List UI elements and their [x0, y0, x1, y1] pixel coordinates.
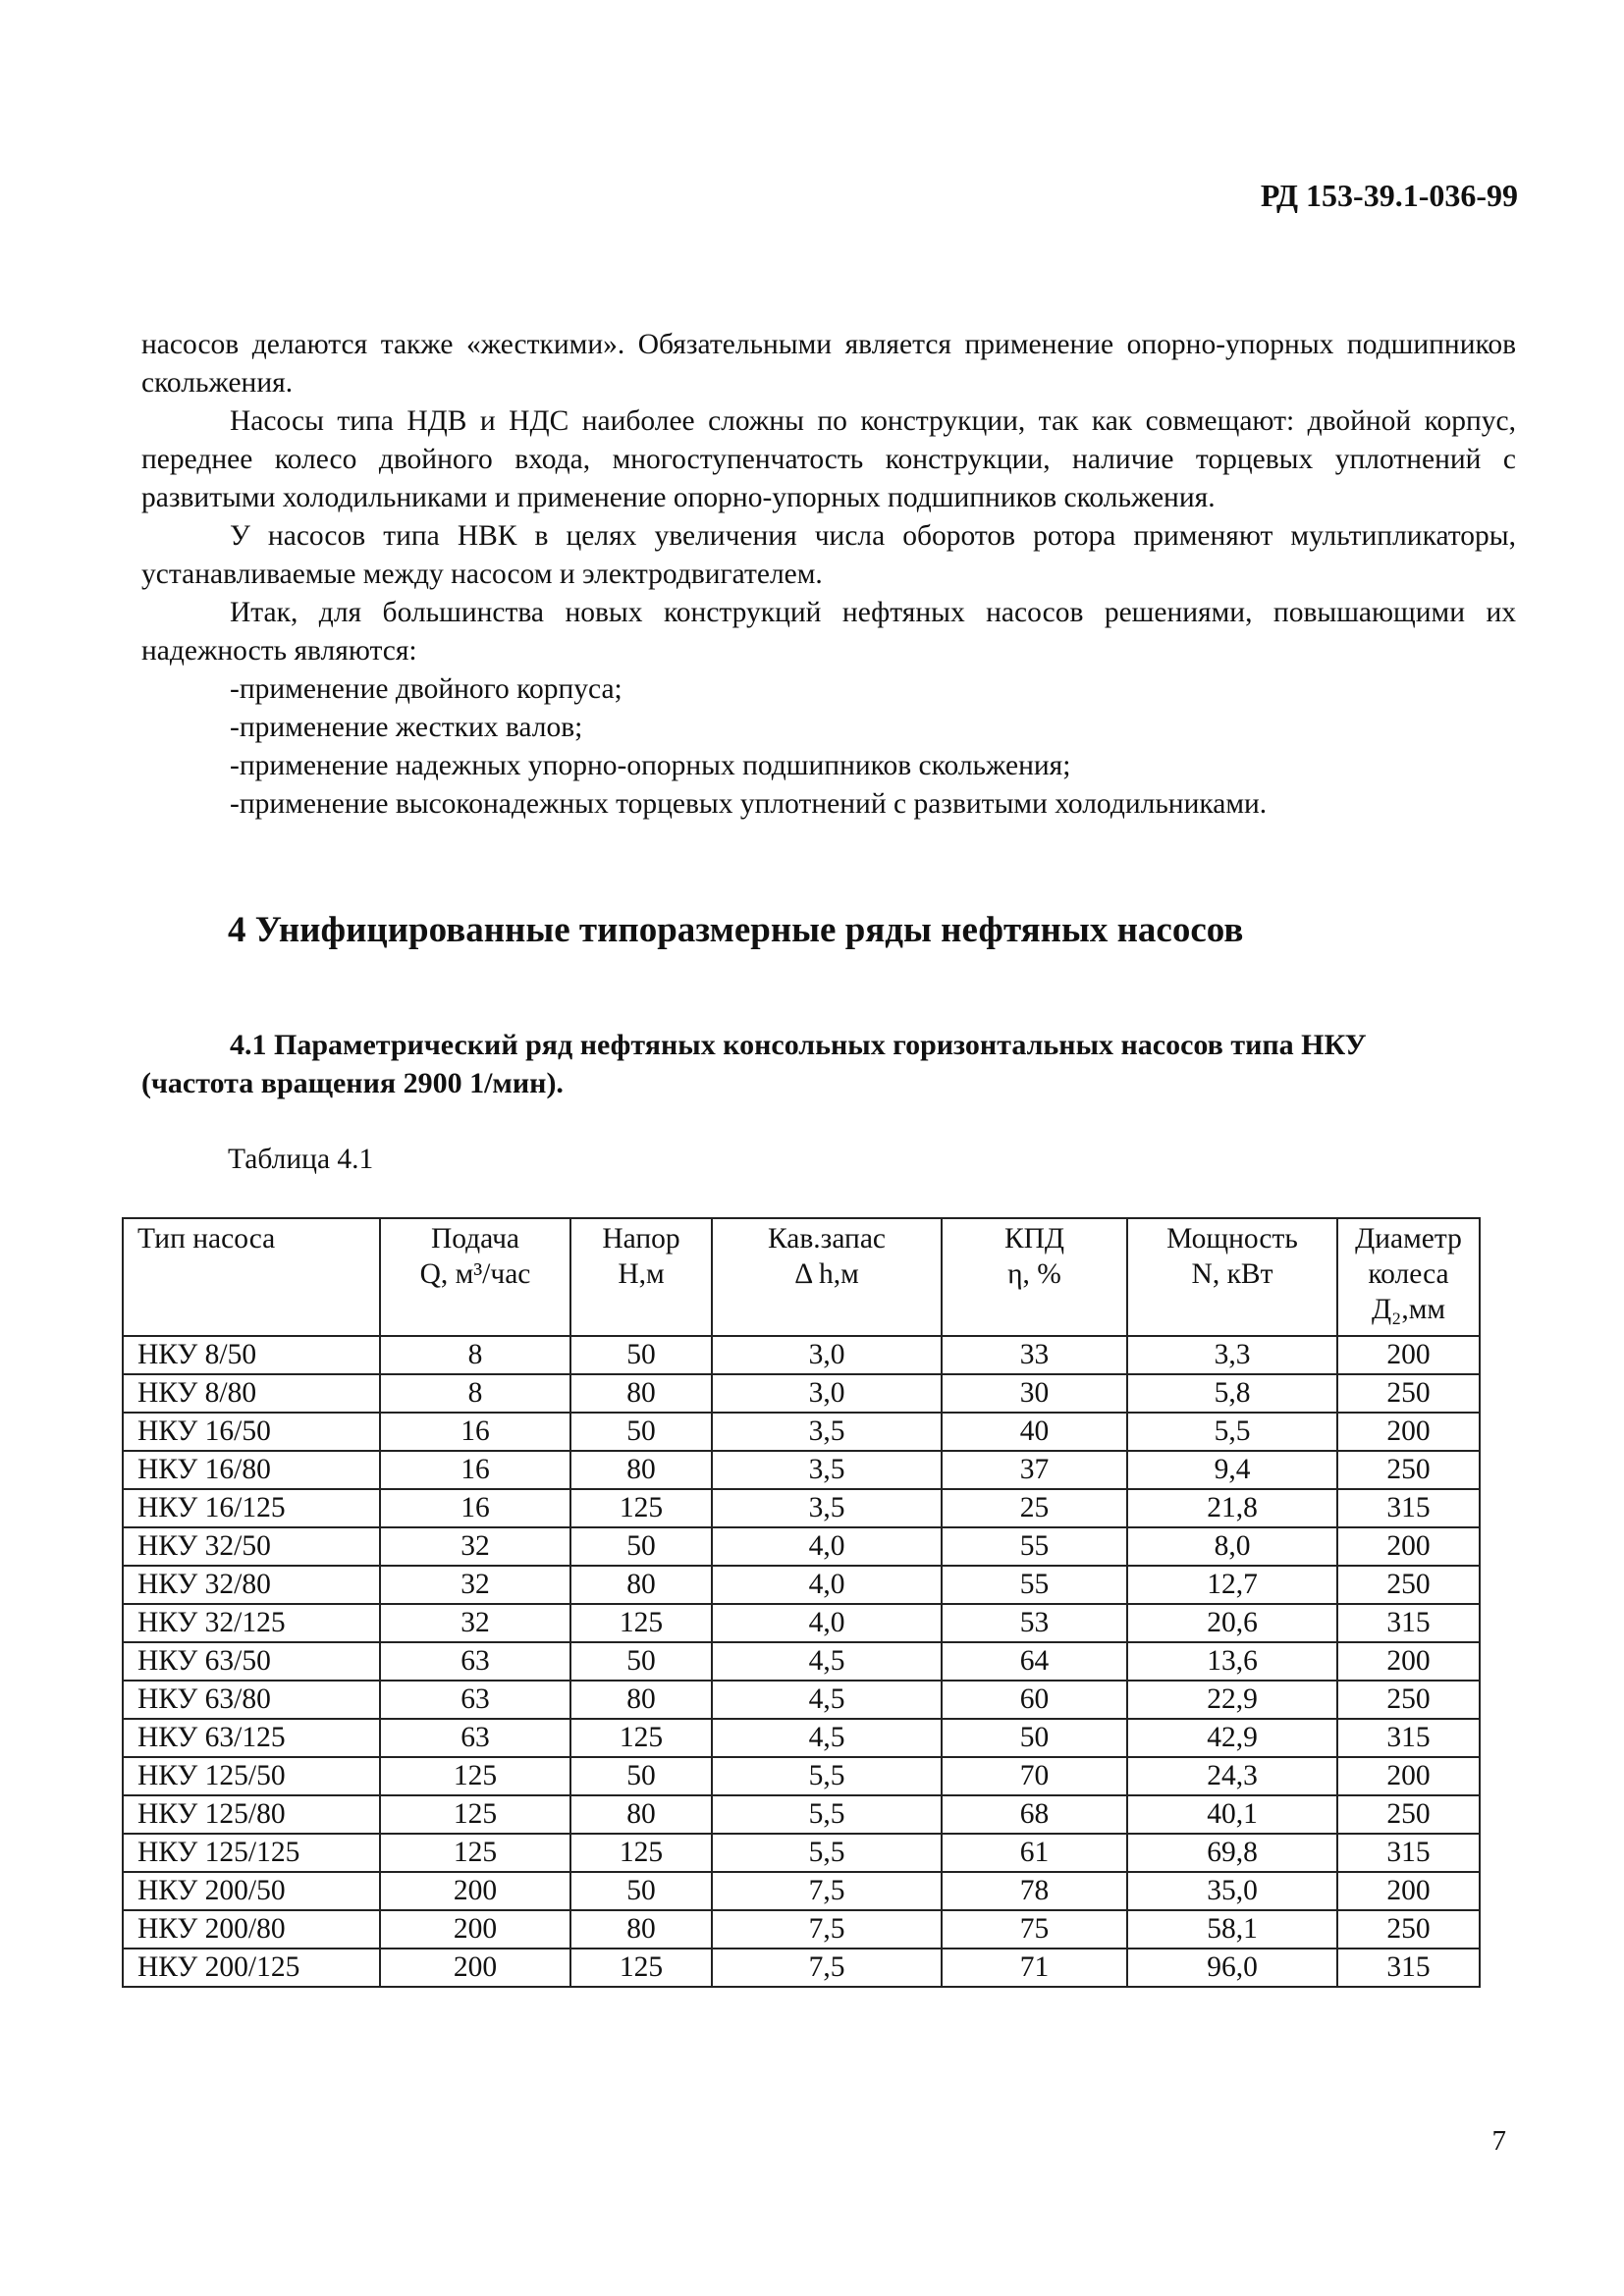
table-row — [123, 1642, 1480, 1681]
cell-pump-type: НКУ 8/50 — [123, 1336, 380, 1374]
cell-flow: 63 — [380, 1642, 570, 1681]
cell-head: 125 — [570, 1604, 712, 1642]
cell-power: 42,9 — [1127, 1719, 1337, 1757]
cell-efficiency: 25 — [942, 1489, 1127, 1527]
cell-diameter: 200 — [1337, 1872, 1480, 1910]
cell-efficiency: 55 — [942, 1566, 1127, 1604]
cell-flow: 200 — [380, 1949, 570, 1987]
subsection-heading — [141, 1026, 1516, 1102]
table-row — [123, 1489, 1480, 1527]
table-row — [123, 1681, 1480, 1719]
header-flow: Подача Q, м³/час — [380, 1218, 570, 1336]
paragraph-2: Насосы типа НДВ и НДС наиболее сложны по конструкции, так как совмещают: двойной корпус, переднее колесо двойного входа, многоступенчатость конструкции, наличие торцевых уплотнений с развитыми холодильниками и применение опорно-упорных подшипников скольжения. — [141, 405, 1516, 513]
cell-npsh: 3,0 — [712, 1336, 942, 1374]
cell-diameter: 250 — [1337, 1795, 1480, 1834]
cell-head: 50 — [570, 1872, 712, 1910]
cell-npsh: 4,0 — [712, 1527, 942, 1566]
cell-flow: 63 — [380, 1681, 570, 1719]
cell-diameter: 315 — [1337, 1719, 1480, 1757]
header-power: Мощность N, кВт — [1127, 1218, 1337, 1336]
cell-flow: 16 — [380, 1451, 570, 1489]
cell-efficiency: 30 — [942, 1374, 1127, 1413]
cell-efficiency: 33 — [942, 1336, 1127, 1374]
cell-flow: 8 — [380, 1374, 570, 1413]
cell-diameter: 250 — [1337, 1566, 1480, 1604]
cell-head: 50 — [570, 1413, 712, 1451]
cell-diameter: 200 — [1337, 1413, 1480, 1451]
cell-npsh: 7,5 — [712, 1910, 942, 1949]
table-row — [123, 1336, 1480, 1374]
cell-npsh: 7,5 — [712, 1872, 942, 1910]
cell-pump-type: НКУ 16/125 — [123, 1489, 380, 1527]
cell-flow: 125 — [380, 1834, 570, 1872]
cell-power: 3,3 — [1127, 1336, 1337, 1374]
cell-pump-type: НКУ 125/125 — [123, 1834, 380, 1872]
cell-flow: 125 — [380, 1757, 570, 1795]
cell-power: 5,8 — [1127, 1374, 1337, 1413]
cell-pump-type: НКУ 200/125 — [123, 1949, 380, 1987]
cell-pump-type: НКУ 200/50 — [123, 1872, 380, 1910]
cell-power: 12,7 — [1127, 1566, 1337, 1604]
cell-head: 125 — [570, 1719, 712, 1757]
list-item: -применение надежных упорно-опорных подшипников скольжения; — [230, 750, 1071, 781]
cell-power: 35,0 — [1127, 1872, 1337, 1910]
table-row — [123, 1949, 1480, 1987]
pump-parameters-table — [122, 1217, 1481, 1988]
cell-pump-type: НКУ 200/80 — [123, 1910, 380, 1949]
table-header-row — [123, 1218, 1480, 1336]
table-caption: Таблица 4.1 — [228, 1144, 374, 1175]
cell-diameter: 200 — [1337, 1642, 1480, 1681]
cell-diameter: 315 — [1337, 1949, 1480, 1987]
cell-diameter: 250 — [1337, 1910, 1480, 1949]
cell-head: 125 — [570, 1834, 712, 1872]
cell-efficiency: 50 — [942, 1719, 1127, 1757]
cell-power: 58,1 — [1127, 1910, 1337, 1949]
list-item: -применение двойного корпуса; — [230, 673, 623, 705]
cell-power: 8,0 — [1127, 1527, 1337, 1566]
table-row — [123, 1604, 1480, 1642]
cell-npsh: 5,5 — [712, 1757, 942, 1795]
cell-pump-type: НКУ 63/50 — [123, 1642, 380, 1681]
table-row — [123, 1527, 1480, 1566]
table-row — [123, 1834, 1480, 1872]
cell-head: 50 — [570, 1527, 712, 1566]
table-row — [123, 1566, 1480, 1604]
cell-head: 80 — [570, 1910, 712, 1949]
cell-head: 80 — [570, 1374, 712, 1413]
cell-efficiency: 61 — [942, 1834, 1127, 1872]
cell-pump-type: НКУ 32/125 — [123, 1604, 380, 1642]
subsection-heading-line-1: 4.1 Параметрический ряд нефтяных консольных горизонтальных насосов типа НКУ — [230, 1029, 1367, 1061]
list-item: -применение высоконадежных торцевых уплотнений с развитыми холодильниками. — [230, 788, 1268, 820]
cell-flow: 32 — [380, 1566, 570, 1604]
cell-power: 21,8 — [1127, 1489, 1337, 1527]
cell-efficiency: 55 — [942, 1527, 1127, 1566]
cell-diameter: 200 — [1337, 1527, 1480, 1566]
table-row — [123, 1910, 1480, 1949]
cell-efficiency: 64 — [942, 1642, 1127, 1681]
cell-power: 40,1 — [1127, 1795, 1337, 1834]
table-row — [123, 1872, 1480, 1910]
cell-pump-type: НКУ 16/80 — [123, 1451, 380, 1489]
paragraph-1: насосов делаются также «жесткими». Обязательными является применение опорно-упорных подшипников скольжения. — [141, 329, 1516, 399]
table-row — [123, 1451, 1480, 1489]
paragraph-4: Итак, для большинства новых конструкций нефтяных насосов решениями, повышающими их надежность являются: — [141, 597, 1516, 667]
cell-diameter: 315 — [1337, 1604, 1480, 1642]
cell-power: 13,6 — [1127, 1642, 1337, 1681]
body-text — [141, 326, 1516, 824]
cell-flow: 200 — [380, 1872, 570, 1910]
page-number: 7 — [1491, 2125, 1506, 2157]
cell-power: 9,4 — [1127, 1451, 1337, 1489]
cell-power: 69,8 — [1127, 1834, 1337, 1872]
cell-head: 50 — [570, 1642, 712, 1681]
cell-pump-type: НКУ 32/80 — [123, 1566, 380, 1604]
cell-head: 50 — [570, 1336, 712, 1374]
cell-diameter: 250 — [1337, 1451, 1480, 1489]
cell-power: 22,9 — [1127, 1681, 1337, 1719]
cell-flow: 8 — [380, 1336, 570, 1374]
table-row — [123, 1374, 1480, 1413]
cell-efficiency: 75 — [942, 1910, 1127, 1949]
cell-npsh: 4,0 — [712, 1566, 942, 1604]
cell-flow: 16 — [380, 1413, 570, 1451]
cell-npsh: 4,5 — [712, 1642, 942, 1681]
cell-pump-type: НКУ 125/50 — [123, 1757, 380, 1795]
paragraph-3: У насосов типа НВК в целях увеличения числа оборотов ротора применяют мультипликаторы, устанавливаемые между насосом и электродвигателем. — [141, 520, 1516, 590]
table-row — [123, 1413, 1480, 1451]
cell-diameter: 200 — [1337, 1757, 1480, 1795]
cell-power: 96,0 — [1127, 1949, 1337, 1987]
cell-efficiency: 60 — [942, 1681, 1127, 1719]
cell-efficiency: 70 — [942, 1757, 1127, 1795]
cell-npsh: 3,5 — [712, 1489, 942, 1527]
document-code: РД 153-39.1-036-99 — [1260, 178, 1518, 213]
table-body — [123, 1336, 1480, 1987]
cell-diameter: 315 — [1337, 1834, 1480, 1872]
cell-pump-type: НКУ 16/50 — [123, 1413, 380, 1451]
cell-efficiency: 37 — [942, 1451, 1127, 1489]
cell-head: 80 — [570, 1681, 712, 1719]
cell-efficiency: 68 — [942, 1795, 1127, 1834]
cell-flow: 63 — [380, 1719, 570, 1757]
cell-efficiency: 40 — [942, 1413, 1127, 1451]
table-row — [123, 1795, 1480, 1834]
cell-head: 80 — [570, 1566, 712, 1604]
cell-head: 125 — [570, 1949, 712, 1987]
cell-diameter: 200 — [1337, 1336, 1480, 1374]
cell-pump-type: НКУ 125/80 — [123, 1795, 380, 1834]
cell-flow: 200 — [380, 1910, 570, 1949]
cell-pump-type: НКУ 63/80 — [123, 1681, 380, 1719]
cell-flow: 32 — [380, 1604, 570, 1642]
cell-head: 125 — [570, 1489, 712, 1527]
cell-npsh: 3,0 — [712, 1374, 942, 1413]
cell-pump-type: НКУ 32/50 — [123, 1527, 380, 1566]
cell-npsh: 5,5 — [712, 1834, 942, 1872]
cell-npsh: 4,0 — [712, 1604, 942, 1642]
cell-pump-type: НКУ 63/125 — [123, 1719, 380, 1757]
cell-efficiency: 53 — [942, 1604, 1127, 1642]
header-head: Напор Н,м — [570, 1218, 712, 1336]
section-heading: 4 Унифицированные типоразмерные ряды нефтяных насосов — [228, 910, 1244, 950]
table-row — [123, 1757, 1480, 1795]
cell-pump-type: НКУ 8/80 — [123, 1374, 380, 1413]
cell-efficiency: 71 — [942, 1949, 1127, 1987]
cell-npsh: 4,5 — [712, 1719, 942, 1757]
cell-efficiency: 78 — [942, 1872, 1127, 1910]
cell-head: 80 — [570, 1451, 712, 1489]
cell-npsh: 7,5 — [712, 1949, 942, 1987]
cell-diameter: 250 — [1337, 1681, 1480, 1719]
cell-npsh: 5,5 — [712, 1795, 942, 1834]
cell-diameter: 315 — [1337, 1489, 1480, 1527]
cell-power: 24,3 — [1127, 1757, 1337, 1795]
cell-npsh: 3,5 — [712, 1413, 942, 1451]
header-efficiency: КПД η, % — [942, 1218, 1127, 1336]
list-item: -применение жестких валов; — [230, 712, 583, 743]
header-impeller-diameter: Диаметр колеса Д₂,мм — [1337, 1218, 1480, 1336]
cell-power: 5,5 — [1127, 1413, 1337, 1451]
cell-npsh: 3,5 — [712, 1451, 942, 1489]
cell-flow: 125 — [380, 1795, 570, 1834]
cell-power: 20,6 — [1127, 1604, 1337, 1642]
table-row — [123, 1719, 1480, 1757]
cell-flow: 16 — [380, 1489, 570, 1527]
subsection-heading-line-2: (частота вращения 2900 1/мин). — [141, 1067, 564, 1099]
cell-npsh: 4,5 — [712, 1681, 942, 1719]
header-pump-type: Тип насоса — [123, 1218, 380, 1336]
cell-flow: 32 — [380, 1527, 570, 1566]
cell-diameter: 250 — [1337, 1374, 1480, 1413]
cell-head: 80 — [570, 1795, 712, 1834]
cell-head: 50 — [570, 1757, 712, 1795]
header-npsh: Кав.запас Δ h,м — [712, 1218, 942, 1336]
